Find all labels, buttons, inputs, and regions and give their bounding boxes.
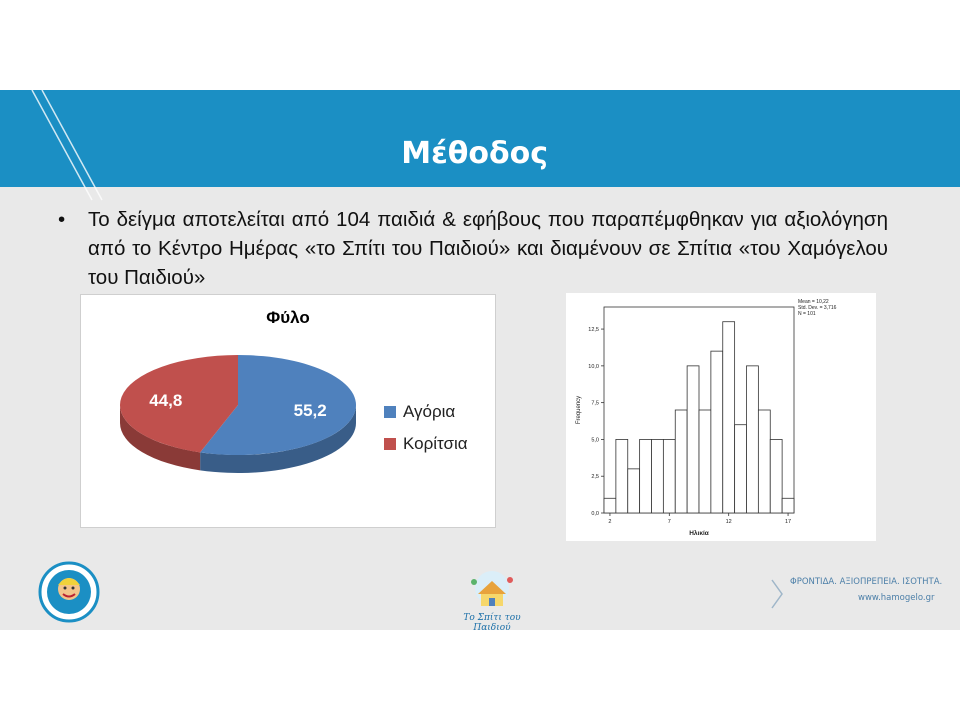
histogram-svg	[566, 293, 876, 541]
histogram-bar-8	[699, 410, 711, 513]
y-tick-label-0: 0,0	[591, 511, 599, 517]
histogram-bar-1	[616, 439, 628, 513]
histogram-stat-1: Std. Dev. = 3,716	[798, 305, 837, 311]
histogram-bar-5	[663, 439, 675, 513]
y-tick-label-4: 10,0	[588, 363, 599, 370]
pie-data-label-1: 44,8	[149, 390, 183, 410]
histogram-bar-15	[782, 498, 794, 513]
y-tick-label-5: 12,5	[588, 327, 599, 334]
x-tick-label-2: 12	[725, 519, 732, 525]
histogram-stat-0: Mean = 10,22	[798, 299, 829, 305]
legend-label-0: Αγόρια	[403, 402, 456, 421]
histogram-bar-3	[640, 439, 652, 513]
pie-data-label-0: 55,2	[293, 401, 327, 421]
histogram-stat-2: N = 101	[798, 311, 816, 317]
x-tick-label-1: 7	[667, 519, 671, 525]
bullet-text: Το δείγμα αποτελείται από 104 παιδιά & εφήβους που παραπέμφθηκαν για αξιολόγηση από το Κέντρο Ημέρας «το Σπίτι του Παιδιού» και διαμένουν σε Σπίτια «του Χαμόγελου του Παιδιού»	[88, 208, 888, 289]
histogram-bar-2	[628, 469, 640, 513]
x-tick-label-3: 17	[785, 519, 792, 525]
legend-swatch-1	[384, 438, 396, 450]
y-tick-label-3: 7,5	[591, 400, 599, 407]
x-tick-label-0: 2	[608, 519, 612, 525]
spiti-logo-text: Το Σπίτι του Παιδιού	[463, 613, 521, 630]
footer-branding	[790, 577, 942, 609]
legend-swatch-0	[384, 406, 396, 418]
spiti-tou-paidiou-logo-icon	[450, 568, 534, 630]
histogram-bar-0	[604, 498, 616, 513]
x-axis-label: Ηλικία	[689, 530, 709, 537]
y-tick-label-1: 2,5	[591, 474, 599, 481]
slide-title: Μέθοδος	[401, 136, 548, 171]
y-axis-label: Frequency	[576, 395, 582, 425]
age-histogram	[566, 293, 876, 541]
footer-url: www.hamogelo.gr	[858, 593, 935, 603]
histogram-bar-13	[758, 410, 770, 513]
pie-chart-svg	[81, 295, 495, 527]
footer-slogan: ΦΡΟΝΤΙΔΑ. ΑΞΙΟΠΡΕΠΕΙΑ. ΙΣΟΤΗΤΑ.	[790, 577, 943, 587]
histogram-bar-10	[723, 322, 735, 513]
histogram-bar-6	[675, 410, 687, 513]
histogram-bar-11	[735, 425, 747, 513]
pie-title: Φύλο	[266, 308, 310, 327]
y-tick-label-2: 5,0	[591, 437, 599, 444]
bullet-point	[58, 205, 888, 292]
gender-pie-chart	[80, 294, 496, 528]
chevron-decoration-icon	[770, 578, 786, 610]
histogram-bar-7	[687, 366, 699, 513]
histogram-bar-4	[652, 439, 664, 513]
bullet-marker: •	[58, 208, 66, 231]
slide	[0, 90, 960, 630]
legend-label-1: Κορίτσια	[403, 434, 468, 453]
histogram-bar-12	[747, 366, 759, 513]
hamogelo-logo-icon	[38, 561, 100, 623]
histogram-bar-9	[711, 351, 723, 513]
histogram-bar-14	[770, 439, 782, 513]
